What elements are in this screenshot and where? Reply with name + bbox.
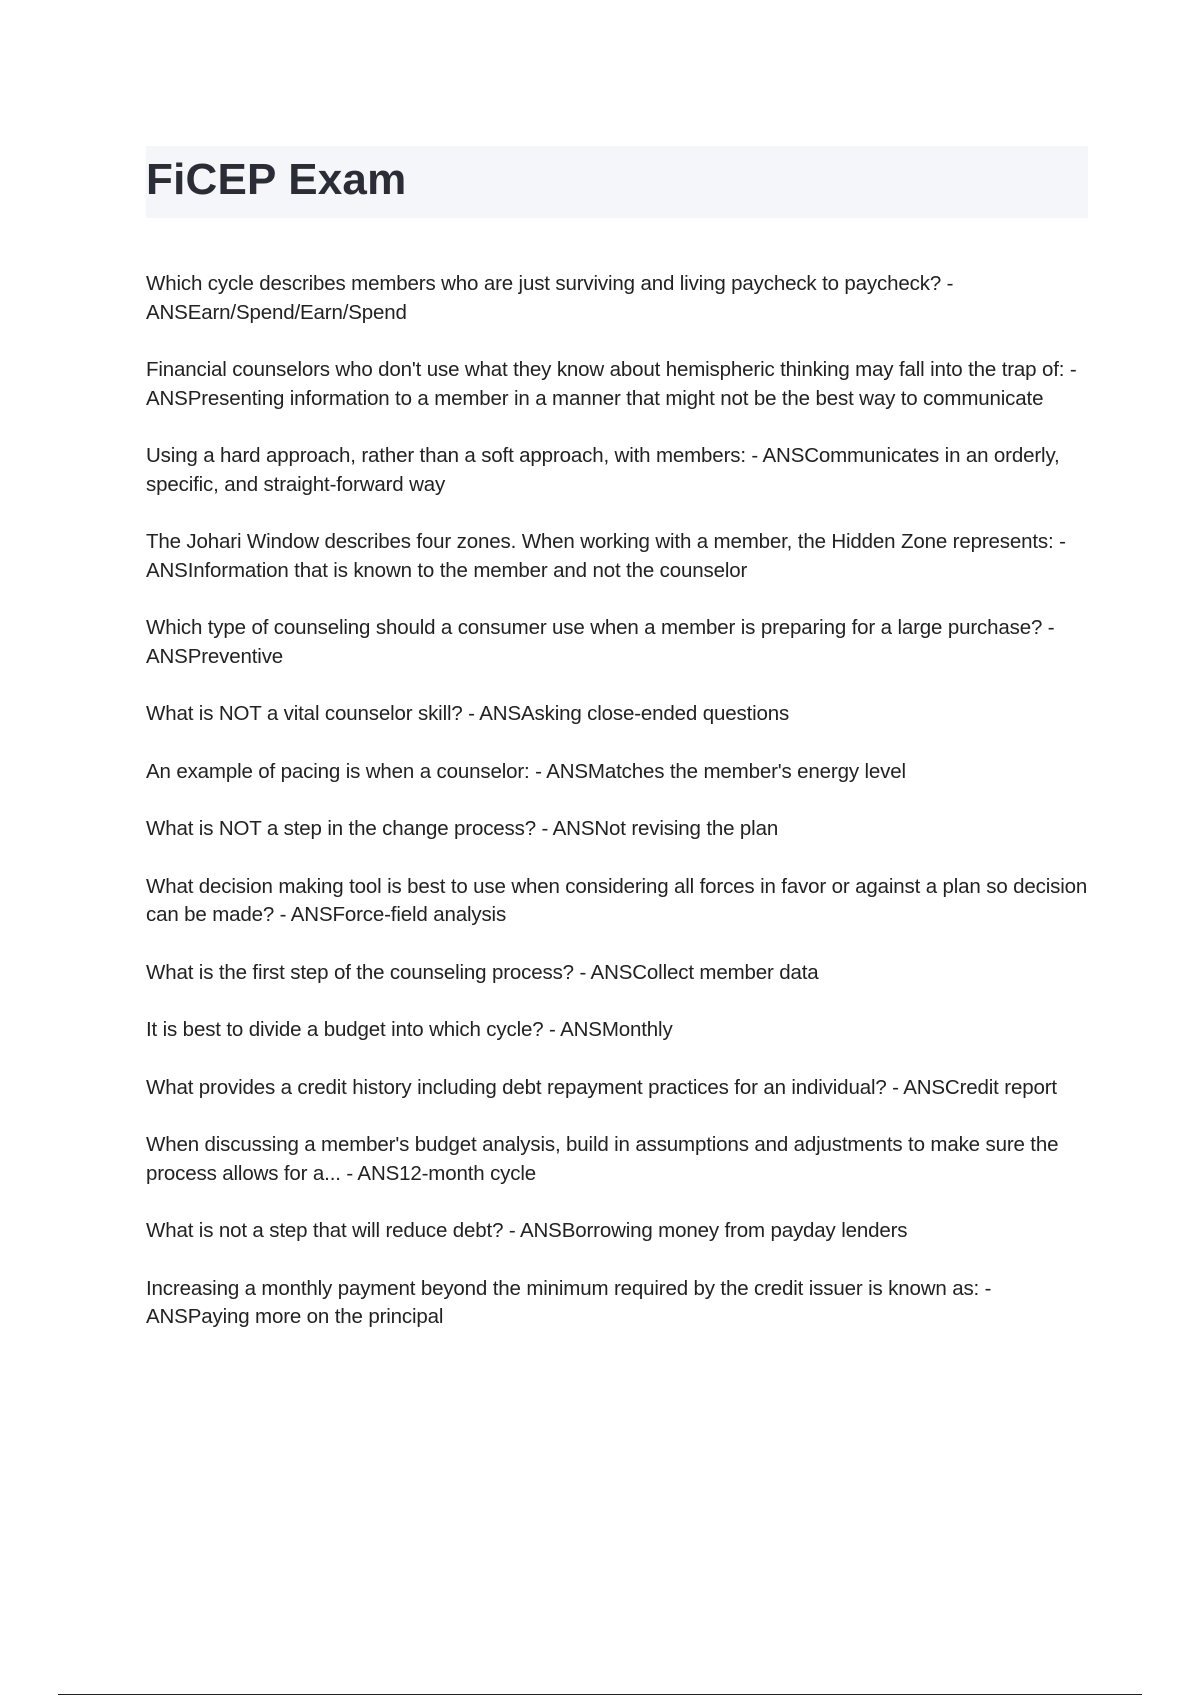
qa-item-9: What decision making tool is best to use when considering all forces in favor or against a plan so decision can be made? - ANSForce-field analysis [146, 874, 1088, 926]
qa-item-4: The Johari Window describes four zones. When working with a member, the Hidden Zone represents: - ANSInformation that is known to the member and not the counselor [146, 530, 1066, 582]
qa-item-15: Increasing a monthly payment beyond the minimum required by the credit issuer is known as: - ANSPaying more on the principal [146, 1276, 992, 1328]
qa-item-13: When discussing a member's budget analysis, build in assumptions and adjustments to make sure the process allows for a... - ANS12-month cycle [146, 1133, 1059, 1185]
title-banner [146, 146, 1088, 218]
qa-item-6: What is NOT a vital counselor skill? - ANSAsking close-ended questions [146, 702, 790, 725]
footer-divider [58, 1694, 1142, 1695]
qa-item-3: Using a hard approach, rather than a soft approach, with members: - ANSCommunicates in an orderly, specific, and straight-forward way [146, 444, 1060, 496]
qa-item-2: Financial counselors who don't use what they know about hemispheric thinking may fall into the trap of: - ANSPresenting information to a member in a manner that might not be the best way to communicate [146, 358, 1077, 410]
qa-item-7: An example of pacing is when a counselor: - ANSMatches the member's energy level [146, 759, 906, 783]
question-answer-list [146, 270, 1091, 1361]
qa-item-8: What is NOT a step in the change process? - ANSNot revising the plan [146, 817, 779, 840]
qa-item-5: Which type of counseling should a consumer use when a member is preparing for a large purchase? - ANSPreventive [146, 616, 1055, 668]
qa-item-12: What provides a credit history including debt repayment practices for an individual? - ANSCredit report [146, 1075, 1057, 1099]
qa-item-10: What is the first step of the counseling process? - ANSCollect member data [146, 960, 819, 984]
qa-item-14: What is not a step that will reduce debt? - ANSBorrowing money from payday lenders [146, 1219, 908, 1242]
qa-item-11: It is best to divide a budget into which cycle? - ANSMonthly [146, 1018, 673, 1041]
qa-item-1: Which cycle describes members who are just surviving and living paycheck to paycheck? - ANSEarn/Spend/Earn/Spend [146, 272, 954, 324]
page-title: FiCEP Exam [146, 155, 407, 204]
